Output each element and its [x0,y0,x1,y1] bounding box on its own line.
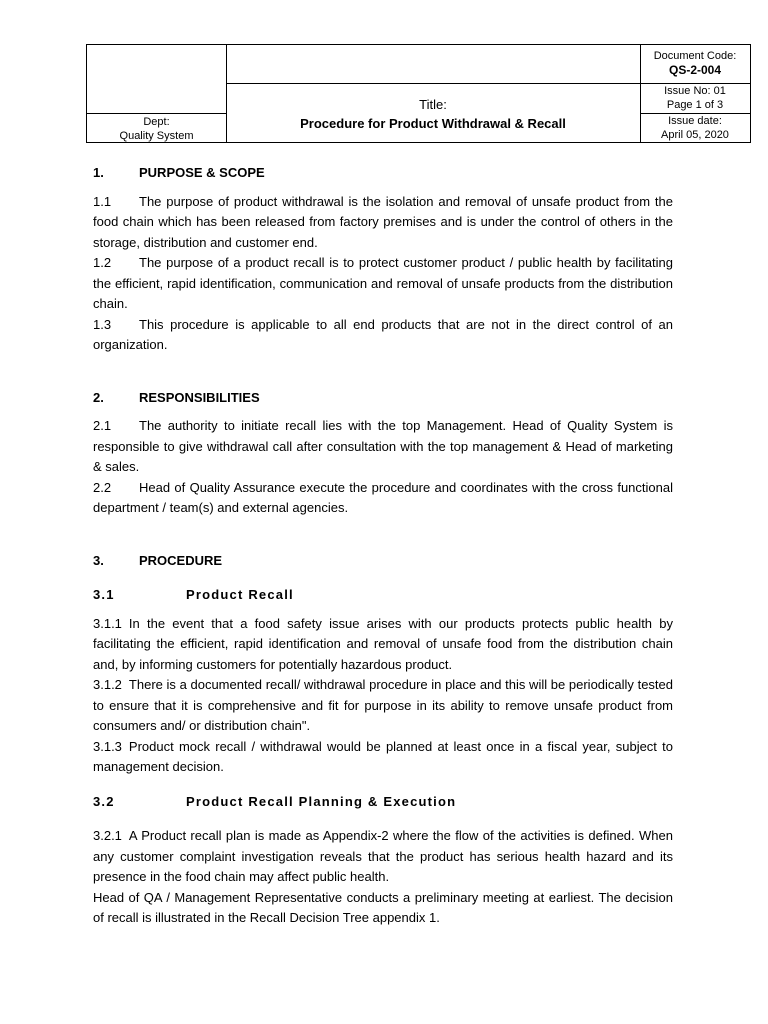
paragraph-text: Head of Quality Assurance execute the procedure and coordinates with the cross functional department / team(s) and external agencies. [93,479,673,515]
issue-date-label: Issue date: [668,115,722,127]
subsection-number: 3.1 [93,587,115,602]
paragraph-text: Product mock recall / withdrawal would be planned at least once in a fiscal year, subject to management decision. [93,738,673,774]
paragraph [93,416,673,478]
paragraph [93,253,673,315]
paragraph-number: 3.2.1 [93,828,122,843]
issue-date-cell [640,114,750,142]
paragraph-text: The purpose of product withdrawal is the isolation and removal of unsafe product from the food chain which has been released from factory premises and is under the control of others in the storage, distribution and customer end. [93,193,673,250]
paragraph [93,675,673,737]
paragraph [93,478,673,519]
section-title: PURPOSE & SCOPE [139,165,265,180]
doc-code-cell [640,49,750,77]
paragraph-number: 1.2 [93,255,112,270]
paragraph [93,315,673,356]
paragraph [93,192,673,254]
header-divider [226,83,640,84]
dept-value: Quality System [119,130,194,142]
subsection-title: Product Recall Planning & Execution [186,793,457,809]
title-cell [226,95,640,133]
title-label: Title: [419,97,447,112]
subsection-heading [93,585,673,606]
section-title: RESPONSIBILITIES [139,389,260,405]
section-heading [93,388,673,409]
paragraph-number: 3.1.2 [93,677,122,692]
paragraph-text: There is a documented recall/ withdrawal procedure in place and this will be periodically tested to ensure that it is comprehensive and fit for purpose in its ability to remove unsafe product from consumers and/ or distribution chain". [93,677,673,733]
paragraph-text: A Product recall plan is made as Appendix-2 where the flow of the activities is defined. When any customer complaint investigation reveals that the product has serious health hazard and its presence in the food chain may affect public health. [93,828,673,884]
section-number: 3. [93,552,104,568]
paragraph-number: 2.2 [93,479,112,495]
subsection-title: Product Recall [186,587,294,602]
page-number: Page 1 of 3 [666,99,724,111]
document-title: Procedure for Product Withdrawal & Recall [300,116,566,131]
paragraph-text: The purpose of a product recall is to protect customer product / public health by facilitating the efficient, rapid identification, communication and removal of unsafe products from the distribution chain. [93,255,673,311]
doc-code-label: Document Code: [653,50,737,62]
paragraph: Head of QA / Management Representative conducts a preliminary meeting at earliest. The decision of recall is illustrated in the Recall Decision Tree appendix 1. [93,889,673,925]
paragraph [93,614,673,676]
section-heading [93,551,673,572]
issue-number: Issue No: 01 [664,85,726,97]
paragraph-number: 2.1 [93,418,112,433]
paragraph-number: 1.3 [93,316,112,332]
header-divider [87,113,226,114]
dept-cell [87,115,226,143]
doc-code-value: QS-2-004 [668,63,722,77]
paragraph-number: 3.1.1 [93,615,122,631]
paragraph [93,737,673,778]
paragraph-text: This procedure is applicable to all end products that are not in the direct control of an organization. [93,316,673,352]
paragraph-number: 3.1.3 [93,738,122,754]
dept-label: Dept: [143,116,170,128]
issue-date-value: April 05, 2020 [661,129,729,141]
subsection-heading [93,792,673,813]
document-header-table [86,44,751,143]
paragraph [93,826,673,888]
section-title: PROCEDURE [139,552,223,568]
paragraph-text: In the event that a food safety issue arises with our products protects public health by facilitating the efficient, rapid identification and removal of unsafe food from the distribution chain and, by informing customers for potentially hazardous product. [93,615,673,672]
paragraph-number: 1.1 [93,193,112,209]
document-body [93,163,673,929]
issue-cell [640,84,750,112]
subsection-number: 3.2 [93,793,115,809]
section-number: 1. [93,165,104,180]
section-number: 2. [93,389,104,405]
section-heading [93,163,673,184]
paragraph-text: The authority to initiate recall lies with the top Management. Head of Quality System is responsible to give withdrawal call after consultation with the top management & Head of marketing & sales. [93,418,673,474]
